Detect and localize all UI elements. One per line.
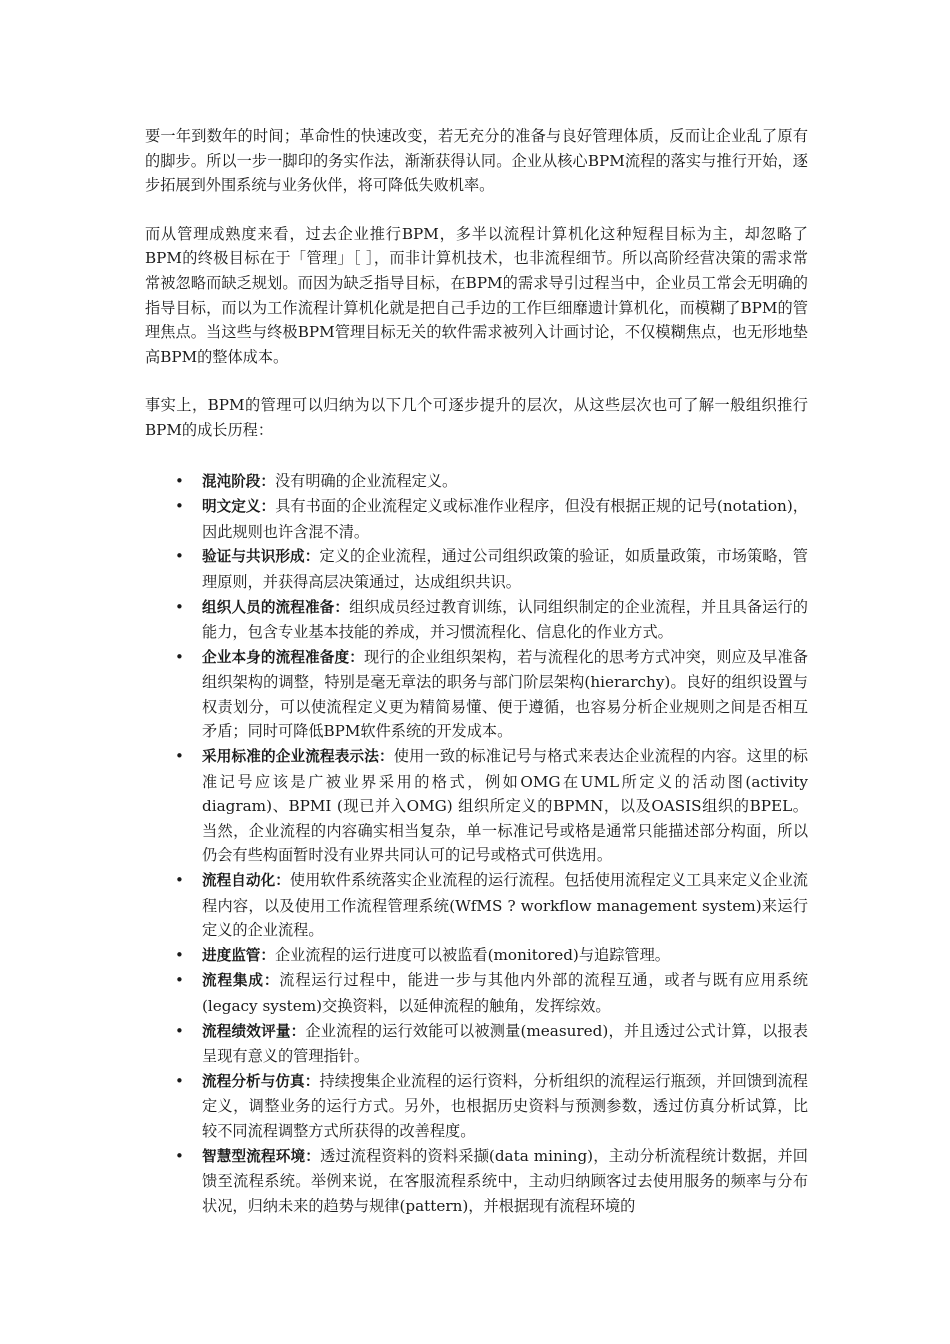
list-item-term: 流程绩效评量： <box>202 1022 306 1040</box>
list-item-description: 企业流程的运行进度可以被监看(monitored)与追踪管理。 <box>274 945 670 964</box>
list-item <box>145 544 808 594</box>
list-item <box>145 1019 808 1069</box>
list-item-term: 流程集成： <box>202 972 280 990</box>
bullet-icon: • <box>175 971 184 990</box>
list-item <box>145 868 808 943</box>
list-item <box>145 1069 808 1144</box>
list-item <box>145 1144 808 1219</box>
list-item-description: 使用一致的标准记号与格式来表达企业流程的内容。这里的标准记号应该是广被业界采用的格式，例如OMG在UML所定义的活动图(activity diagram)、BPMI (现已并入OMG) 组织所定义的BPMN，以及OASIS组织的BPEL。当然，企业流程的内容确实相当复杂，单一标准记号或格是通常只能描述部分构面，所以仍会有些构面暂时没有业界共同认可的记号或格式可供选用。 <box>202 747 808 865</box>
list-item-description: 定义的企业流程，通过公司组织政策的验证，如质量政策，市场策略，管理原则，并获得高层决策通过，达成组织共识。 <box>202 547 808 591</box>
maturity-levels-list <box>145 469 808 1219</box>
bullet-icon: • <box>175 1146 184 1165</box>
paragraph-intro: 要一年到数年的时间；革命性的快速改变，若无充分的准备与良好管理体质，反而让企业乱了原有的脚步。所以一步一脚印的务实作法，渐渐获得认同。企业从核心BPM流程的落实与推行开始，逐步拓展到外围系统与业务伙伴，将可降低失败机率。 <box>145 127 808 195</box>
list-item <box>145 494 808 544</box>
list-item-description: 组织成员经过教育训练，认同组织制定的企业流程，并且具备运行的能力，包含专业基本技能的养成，并习惯流程化、信息化的作业方式。 <box>202 597 808 642</box>
list-item <box>145 645 808 744</box>
list-item-term: 进度监管： <box>202 946 275 964</box>
list-item <box>145 943 808 969</box>
bullet-icon: • <box>175 871 184 890</box>
list-item-description: 流程运行过程中，能进一步与其他内外部的流程互通，或者与既有应用系统(legacy system)交换资料，以延伸流程的触角，发挥综效。 <box>202 971 808 1015</box>
list-item <box>145 968 808 1018</box>
list-item-term: 企业本身的流程准备度： <box>202 648 364 666</box>
list-item <box>145 595 808 645</box>
bullet-icon: • <box>175 497 184 516</box>
bullet-icon: • <box>175 471 184 490</box>
list-item-term: 混沌阶段： <box>202 472 275 490</box>
list-item-term: 明文定义： <box>202 498 276 516</box>
list-item-term: 验证与共识形成： <box>202 548 320 566</box>
bullet-icon: • <box>175 547 184 566</box>
list-item-term: 流程分析与仿真： <box>202 1072 320 1090</box>
list-item-description: 现行的企业组织架构，若与流程化的思考方式冲突，则应及早准备组织架构的调整，特别是毫无章法的职务与部门阶层架构(hierarchy)。良好的组织设置与权责划分，可以使流程定义更为精简易懂、便于遵循，也容易分析企业规则之间是否相互矛盾；同时可降低BPM软件系统的开发成本。 <box>202 647 808 741</box>
document-body <box>145 124 808 1218</box>
list-item-description: 没有明确的企业流程定义。 <box>274 471 458 490</box>
bullet-icon: • <box>175 597 184 616</box>
list-item-description: 使用软件系统落实企业流程的运行流程。包括使用流程定义工具来定义企业流程内容，以及使用工作流程管理系统(WfMS ? workflow management system)来运行定义的企业流程。 <box>202 871 808 940</box>
list-item-term: 采用标准的企业流程表示法： <box>202 748 394 766</box>
paragraph-maturity: 而从管理成熟度来看，过去企业推行BPM，多半以流程计算机化这种短程目标为主，却忽略了BPM的终极目标在于「管理」［ ］，而非计算机技术，也非流程细节。所以高阶经营决策的需求常常被忽略而缺乏规划。而因为缺乏指导目标，在BPM的需求导引过程当中，企业员工常会无明确的指导目标，而以为工作流程计算机化就是把自己手边的工作巨细靡遗计算机化，而模糊了BPM的管理焦点。当这些与终极BPM管理目标无关的软件需求被列入计画讨论，不仅模糊焦点，也无形地垫高BPM的整体成本。 <box>145 224 808 366</box>
paragraph-levels-intro: 事实上，BPM的管理可以归纳为以下几个可逐步提升的层次，从这些层次也可了解一般组织推行BPM的成长历程： <box>145 396 808 439</box>
list-item-term: 组织人员的流程准备： <box>202 598 350 616</box>
list-item-description: 具有书面的企业流程定义或标准作业程序，但没有根据正规的记号(notation)，因此规则也许含混不清。 <box>202 497 808 541</box>
bullet-icon: • <box>175 1071 184 1090</box>
list-item-description: 透过流程资料的资料采撷(data mining)，主动分析流程统计数据，并回馈至流程系统。举例来说，在客服流程系统中，主动归纳顾客过去使用服务的频率与分布状况，归纳未来的趋势与规律(pattern)，并根据现有流程环境的 <box>202 1146 808 1215</box>
list-item-description: 持续搜集企业流程的运行资料，分析组织的流程运行瓶颈，并回馈到流程定义，调整业务的运行方式。另外，也根据历史资料与预测参数，透过仿真分析试算，比较不同流程调整方式所获得的改善程度。 <box>202 1071 808 1140</box>
bullet-icon: • <box>175 747 184 766</box>
list-item <box>145 744 808 868</box>
bullet-icon: • <box>175 945 184 964</box>
list-item-term: 智慧型流程环境： <box>202 1147 321 1165</box>
list-item <box>145 469 808 495</box>
list-item-term: 流程自动化： <box>202 872 290 890</box>
bullet-icon: • <box>175 647 184 666</box>
list-item-description: 企业流程的运行效能可以被测量(measured)，并且透过公式计算，以报表呈现有意义的管理指针。 <box>202 1021 808 1066</box>
bullet-icon: • <box>175 1021 184 1040</box>
